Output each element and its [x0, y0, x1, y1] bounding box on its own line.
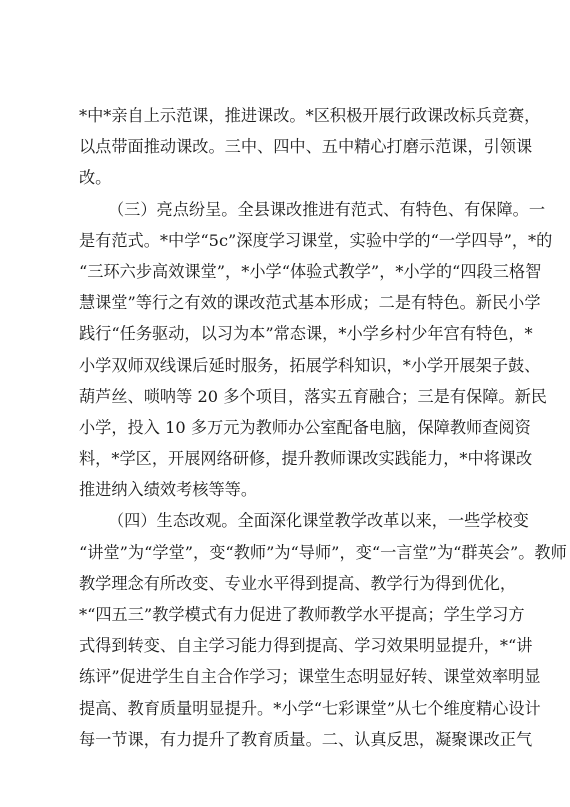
- text-line: （三）亮点纷呈。全县课改推进有范式、有特色、有保障。一: [108, 199, 546, 219]
- text-line: 教学理念有所改变、专业水平得到提高、教学行为得到优化，: [79, 573, 517, 593]
- document-body: [79, 100, 567, 755]
- text-line: 式得到转变、自主学习能力得到提高、学习效果明显提升，*“讲: [79, 636, 533, 656]
- text-line: 是有范式。*中学“5c”深度学习课堂，实验中学的“一学四导”，*的: [79, 230, 553, 250]
- text-line: 践行“任务驱动，以习为本”常态课，*小学乡村少年宫有特色，*: [79, 324, 533, 344]
- text-line: “讲堂”为“学堂”，变“教师”为“导师”，变“一言堂”为“群英会”。教师: [79, 542, 567, 562]
- text-line: 改。: [79, 168, 112, 188]
- text-line: *中*亲自上示范课，推进课改。*区积极开展行政课改标兵竞赛，: [79, 106, 541, 125]
- text-line: 每一节课，有力提升了教育质量。二、认真反思，凝聚课改正气: [79, 729, 533, 749]
- text-line: （四）生态改观。全面深化课堂教学改革以来，一些学校变: [108, 511, 529, 531]
- text-line: 推进纳入绩效考核等等。: [79, 480, 258, 500]
- text-line: 以点带面推动课改。三中、四中、五中精心打磨示范课，引领课: [79, 137, 533, 157]
- text-line: 葫芦丝、唢呐等 20 多个项目，落实五育融合；三是有保障。新民: [79, 386, 547, 406]
- text-line: “三环六步高效课堂”，*小学“体验式教学”，*小学的“四段三格智: [79, 261, 542, 281]
- text-line: 练评”促进学生自主合作学习；课堂生态明显好转、课堂效率明显: [79, 667, 541, 687]
- text-line: 慧课堂”等行之有效的课改范式基本形成；二是有特色。新民小学: [79, 293, 541, 313]
- text-line: 小学，投入 10 多万元为教师办公室配备电脑，保障教师查阅资: [79, 417, 531, 437]
- text-line: *“四五三”教学模式有力促进了教师教学水平提高；学生学习方: [79, 605, 525, 624]
- text-line: 提高、教育质量明显提升。*小学“七彩课堂”从七个维度精心设计: [79, 698, 541, 718]
- text-line: 小学双师双线课后延时服务，拓展学科知识，*小学开展架子鼓、: [79, 355, 541, 375]
- text-line: 料，*学区，开展网络研修，提升教师课改实践能力，*中将课改: [79, 449, 533, 469]
